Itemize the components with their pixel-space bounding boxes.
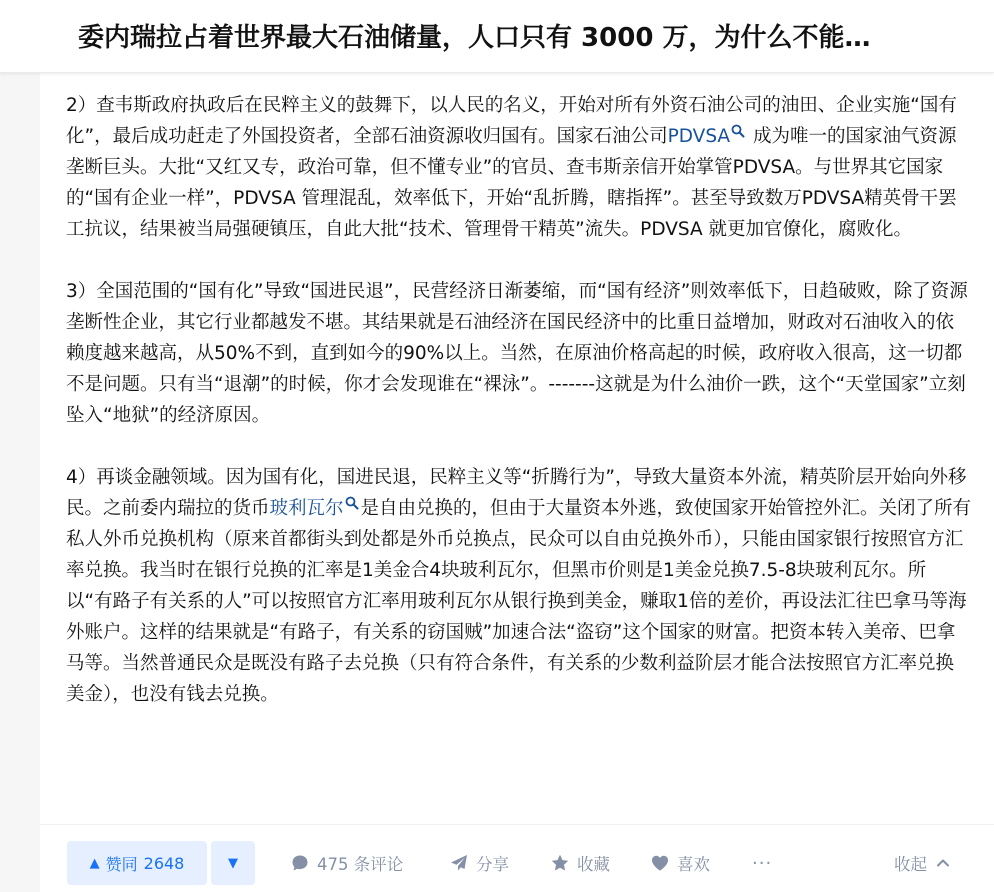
link-text: 玻利瓦尔 [269, 498, 344, 519]
heart-icon [650, 853, 670, 873]
answer-paragraph-3: 3）全国范围的“国有化”导致“国进民退”，民营经济日渐萎缩，而“国有经济”则效率低下，日趋破败，除了资源垄断性企业，其它行业都越发不堪。其结果就是石油经济在国民经济中的比重日益增加，财政对石油收入的依赖度越来越高，从50%不到，直到如今的90%以上。当然，在原油价格高起的时候，政府收入很高，这一切都不是问题。只有当“退潮”的时候，你才会发现谁在“裸泳”。-------这就是为什么油价一跌，这个“天堂国家”立刻坠入“地狱”的经济原因。 [66, 281, 968, 426]
pdvsa-link[interactable] [668, 126, 747, 147]
question-header [0, 0, 994, 73]
more-button[interactable] [752, 841, 772, 885]
search-icon [731, 124, 745, 138]
answer-content [66, 90, 972, 741]
share-label: 分享 [476, 855, 509, 874]
star-icon [550, 853, 570, 873]
bolivar-link[interactable] [270, 498, 361, 519]
link-text: PDVSA [667, 126, 731, 147]
answer-paragraph-4 [66, 462, 972, 710]
question-title[interactable]: 委内瑞拉占着世界最大石油储量，人口只有 3000 万，为什么不能… [78, 23, 871, 53]
comments-label: 475 条评论 [317, 855, 404, 874]
upvote-count: 2648 [143, 853, 185, 873]
paragraph-text: 成为唯一的国家油气资源垄断巨头。大批“又红又专，政治可靠，但不懂专业”的官员、查韦斯亲信开始掌管PDVSA。与世界其它国家的“国有企业一样”，PDVSA 管理混乱，效率低下，开始“乱折腾，瞎指挥”。甚至导致数万PDVSA精英骨干罢工抗议，结果被当局强硬镇压，自此大批“技术、管理骨干精英”流失。PDVSA 就更加官僚化，腐败化。 [66, 126, 957, 240]
like-button[interactable] [650, 841, 710, 885]
upvote-button[interactable] [67, 841, 207, 885]
collapse-button[interactable] [894, 841, 951, 885]
favorite-button[interactable] [550, 841, 610, 885]
favorite-label: 收藏 [577, 855, 610, 874]
paragraph-text: 是自由兑换的，但由于大量资本外逃，致使国家开始管控外汇。关闭了所有私人外币兑换机构（原来首都街头到处都是外币兑换点，民众可以自由兑换外币），只能由国家银行按照官方汇率兑换。我当时在银行兑换的汇率是1美金合4块玻利瓦尔，但黑市价则是1美金兑换7.5-8块玻利瓦尔。所以“有路子有关系的人”可以按照官方汇率用玻利瓦尔从银行换到美金，赚取1倍的差价，再设法汇往巴拿马等海外账户。这样的结果就是“有路子，有关系的窃国贼”加速合法“盗窃”这个国家的财富。把资本转入美帝、巴拿马等。当然普通民众是既没有路子去兑换（只有符合条件，有关系的少数利益阶层才能合法按照官方汇率兑换美金），也没有钱去兑换。 [66, 498, 972, 705]
downvote-button[interactable] [211, 841, 255, 885]
answer-card [40, 72, 994, 891]
paragraph-text: 2）查韦斯政府执政后在民粹主义的鼓舞下，以人民的名义，开始对所有外资石油公司的油田、企业实施“国有化”，最后成功赶走了外国投资者，全部石油资源收归国有。国家石油公司 [66, 95, 957, 147]
search-icon [345, 496, 359, 510]
chevron-up-icon [935, 855, 951, 871]
comment-bubble-icon [290, 853, 310, 873]
answer-action-bar [40, 824, 994, 892]
paper-plane-icon [449, 853, 469, 873]
upvote-label: 赞同 [105, 854, 138, 874]
collapse-label: 收起 [894, 855, 927, 874]
triangle-down-icon: ▼ [228, 855, 238, 871]
like-label: 喜欢 [677, 855, 710, 874]
share-button[interactable] [449, 841, 509, 885]
comments-button[interactable] [290, 841, 403, 885]
paragraph-text: 4）再谈金融领域。因为国有化，国进民退，民粹主义等“折腾行为”，导致大量资本外流，精英阶层开始向外移民。之前委内瑞拉的货币 [66, 467, 967, 519]
more-label: ··· [752, 852, 773, 874]
answer-paragraph-2 [66, 90, 972, 245]
triangle-up-icon: ▲ [89, 855, 100, 871]
